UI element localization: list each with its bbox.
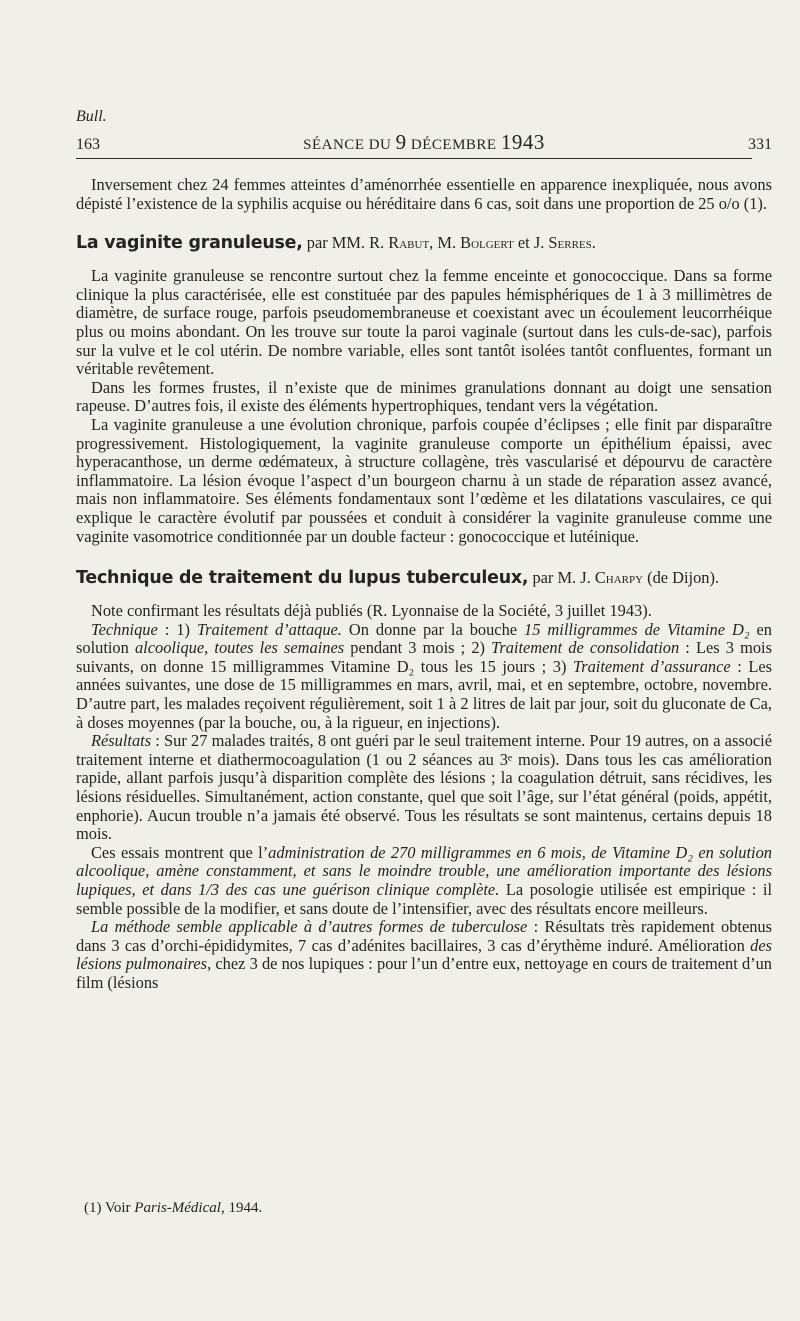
text-run: alcoolique, toutes les semaines bbox=[134, 638, 345, 658]
heading-end: . bbox=[591, 233, 596, 253]
section-heading-lupus bbox=[76, 567, 772, 589]
running-header bbox=[76, 130, 772, 155]
text-run: des lésions pulmonaires bbox=[76, 935, 772, 974]
text-run: : Résultats très rapidement obtenus dans 3 cas d’orchi-épididymites, 7 cas d’adénites bacillaires, 3 cas d’érythème induré. Amélioration bbox=[76, 917, 772, 955]
technique-paragraph bbox=[76, 621, 772, 733]
session-month: DÉCEMBRE bbox=[406, 137, 501, 153]
paragraph: Dans les formes frustes, il n’existe que de minimes granulations donnant au doigt une sensation rapeuse. D’autres fois, il existe des éléments hypertrophiques, tendant vers la végétation. bbox=[76, 377, 772, 416]
intro-paragraph: Inversement chez 24 femmes atteintes d’aménorrhée essentielle en apparence inexpliquée, nous avons dépisté l’existence de la syphilis acquise ou héréditaire dans 6 cas, soit dans une proportion de 25 o/o (1). bbox=[76, 175, 772, 213]
journal-abbrev: Bull. bbox=[76, 108, 107, 125]
session-title-prefix: SÉANCE DU bbox=[303, 137, 396, 153]
footnote-source: Paris-Médical bbox=[134, 1200, 221, 1216]
paragraph: La vaginite granuleuse se rencontre surtout chez la femme enceinte et gonococcique. Dans sa forme clinique la plus caractérisée, elle est constituée par des papules hémisphériques de 1 à 3 millimètres de diamètre, de surface rouge, parfois pseudomembraneuse et coexistant avec un écoulement leucorrhéique plus ou moins abondant. On les trouve sur toute la paroi vaginale (surtout dans les culs-de-sac), parfois sur la vulve et le col utérin. De nombre variable, elles sont tantôt isolées tantôt confluentes, formant un véritable revêtement. bbox=[76, 266, 772, 379]
text-run: Traitement d’assurance bbox=[572, 656, 731, 676]
footnote bbox=[84, 1200, 262, 1217]
method-paragraph bbox=[76, 918, 772, 992]
text-run: On donne par la bouche bbox=[341, 619, 525, 639]
footnote-year: , 1944. bbox=[220, 1200, 263, 1216]
section-title: Technique de traitement du lupus tuberculeux, bbox=[76, 568, 529, 589]
text-run: administration de 270 milligrammes en 6 mois, de Vitamine D₂ en solution alcoolique, amène constamment, et sans le moindre trouble, une amélioration importante des lésions lupiques, et dans 1/3 des cas une guérison clinique complète. bbox=[76, 842, 772, 899]
text-run: en solution bbox=[76, 619, 772, 658]
text-run: : Les 3 mois suivants, on donne 15 milligrammes Vitamine D₂ tous les 15 jours ; 3) bbox=[76, 638, 772, 676]
session-day: 9 bbox=[395, 130, 407, 154]
author-name: Serres bbox=[548, 233, 592, 253]
by-text: par M. J. bbox=[528, 568, 595, 588]
author-initial: R. bbox=[369, 233, 389, 253]
session-year: 1943 bbox=[500, 130, 545, 154]
conclusion-paragraph bbox=[76, 844, 772, 918]
text-run: Ces essais montrent que l’ bbox=[91, 842, 269, 862]
text-run: La posologie utilisée est empirique : il semble possible de la modifier, et sans doute de l’intensifier, avec des résultats encore meilleurs. bbox=[76, 880, 772, 918]
session-title bbox=[303, 130, 545, 155]
text-run: : Sur 27 malades traités, 8 ont guéri par le seul traitement interne. Pour 19 autres, on a associé traitement interne et diathermocoagulation (1 ou 2 séances au 3ᵉ mois). Dans tous les cas amélioration rapide, allant parfois jusqu’à disparition complète des lésions ; la coagulation détruit, sans récidives, les lésions résiduelles. Simultanément, action constante, quel que soit l’âge, sur l’état général (poids, appétit, enphorie). Aucun trouble n’a jamais été observé. Tous les résultats se sont maintenus, certains depuis 18 mois. bbox=[76, 731, 772, 844]
text-run: pendant 3 mois ; 2) bbox=[344, 638, 492, 658]
article-body bbox=[76, 176, 772, 993]
author-name: Charpy bbox=[594, 568, 644, 588]
paragraph: La vaginite granuleuse a une évolution chronique, parfois coupée d’éclipses ; elle finit par disparaître progressivement. Histologiquement, la vaginite granuleuse comporte un épithélium épaissi, avec hyperacanthose, un derme œdémateux, à structure collagène, très vascularisé et dépourvu de caractère inflammatoire. La lésion évoque l’aspect d’un bourgeon charnu à un stade de réparation assez avancé, mais non inflammatoire. Ses éléments fondamentaux sont l’œdème et les dilatations vasculaires, ce qui explique le caractère évolutif par poussées et conduit à considérer la vaginite granuleuse comme une vaginite vasomotrice conditionnée par un double facteur : gonococcique et lutéinique. bbox=[76, 414, 772, 546]
author-name: Bolgert bbox=[460, 233, 514, 253]
page-number: 331 bbox=[747, 136, 772, 153]
text-run: : Les années suivantes, une dose de 15 milligrammes en mars, avril, mai, et en septembre, octobre, novembre. D’autre part, les malades reçoivent régulièrement, soit 1 à 2 litres de lait par jour, soit du gluconate de Ca, à doses moyennes (par la bouche, ou, à la rigueur, en injections). bbox=[76, 656, 772, 732]
text-run: La méthode semble applicable à d’autres formes de tuberculose bbox=[91, 917, 528, 937]
section-heading-vaginite bbox=[76, 232, 772, 254]
footnote-text: (1) Voir bbox=[84, 1200, 135, 1216]
results-label: Résultats bbox=[91, 731, 152, 751]
text-run: : 1) bbox=[157, 619, 197, 639]
author-sep: et J. bbox=[513, 233, 549, 253]
volume-number: 163 bbox=[76, 136, 100, 153]
header-rule bbox=[76, 158, 752, 159]
text-run: , chez 3 de nos lupiques : pour l’un d’entre eux, nettoyage en cours de traitement d’un film (lésions bbox=[76, 954, 772, 992]
author-place: (de Dijon). bbox=[643, 568, 720, 588]
note-paragraph: Note confirmant les résultats déjà publiés (R. Lyonnaise de la Société, 3 juillet 1943). bbox=[91, 601, 652, 621]
text-run: Traitement d’attaque. bbox=[196, 619, 342, 639]
by-text: par MM. bbox=[302, 233, 370, 253]
author-sep: , M. bbox=[429, 233, 461, 253]
results-paragraph bbox=[76, 732, 772, 844]
section-title: La vaginite granuleuse, bbox=[76, 233, 303, 254]
author-name: Rabut bbox=[388, 233, 430, 253]
technique-label: Technique bbox=[91, 619, 158, 639]
text-run: 15 milligrammes de Vitamine D₂ bbox=[524, 619, 750, 639]
text-run: Traitement de consolidation bbox=[491, 638, 680, 658]
